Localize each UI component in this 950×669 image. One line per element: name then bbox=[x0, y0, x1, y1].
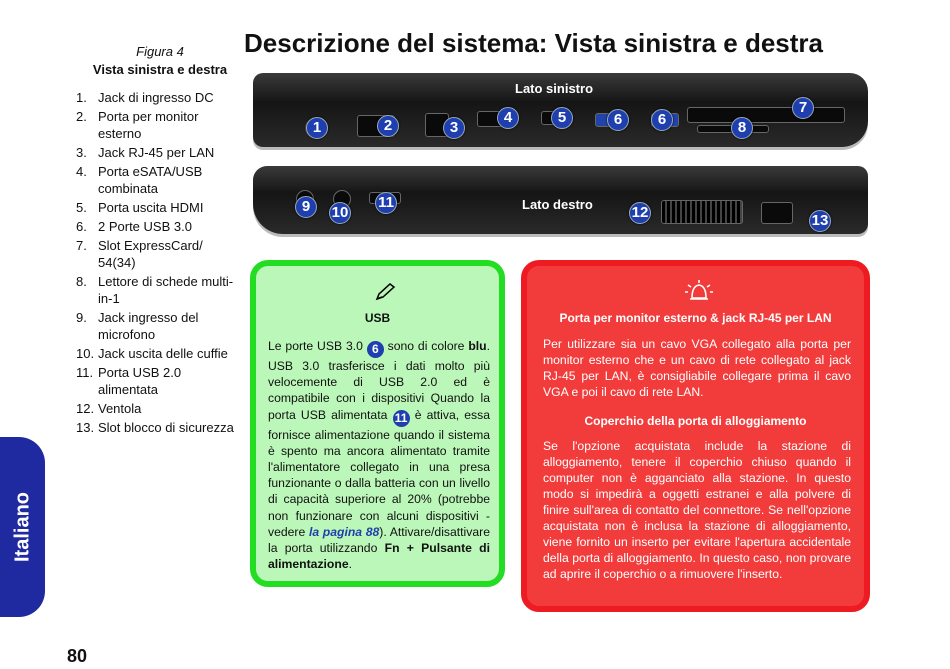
legend-number: 13. bbox=[76, 420, 95, 435]
legend-text: Porta eSATA/USB combinata bbox=[98, 164, 203, 196]
page-number: 80 bbox=[67, 646, 88, 666]
legend-text: Slot blocco di sicurezza bbox=[98, 420, 234, 435]
usb-text-1: Le porte USB 3.0 bbox=[268, 339, 363, 353]
callout-badge: 6 bbox=[367, 341, 384, 358]
callout-3: 3 bbox=[443, 117, 465, 139]
legend-item bbox=[76, 163, 236, 197]
warning-bell-icon bbox=[683, 278, 715, 304]
callout-10: 10 bbox=[329, 202, 351, 224]
usb-text-fn: Fn + Pulsante di alimentazione bbox=[268, 541, 491, 572]
legend-text: Porta uscita HDMI bbox=[98, 200, 204, 215]
usb-note-text bbox=[268, 338, 490, 572]
language-tab-label: Italiano bbox=[11, 491, 33, 563]
pencil-icon bbox=[374, 282, 396, 302]
legend-number: 3. bbox=[76, 145, 87, 160]
legend-text: Lettore di schede multi-in-1 bbox=[98, 274, 234, 306]
page-link[interactable]: la pagina 88 bbox=[308, 524, 380, 539]
legend-number: 9. bbox=[76, 310, 87, 325]
warning-text-1: Per utilizzare sia un cavo VGA collegato alla porta per monitor esterno che e un cavo di rete collegato al jack RJ-45 per LAN, è consigliabile collegare prima il cavo VGA e poi il cavo di rete LAN. bbox=[543, 337, 851, 399]
legend-item bbox=[76, 144, 236, 161]
fan-vent bbox=[661, 200, 743, 224]
callout-13: 13 bbox=[809, 210, 831, 232]
figure-label: Figura 4 bbox=[136, 44, 184, 59]
legend-number: 6. bbox=[76, 219, 87, 234]
usb-note-box bbox=[250, 260, 505, 587]
callout-2: 2 bbox=[377, 115, 399, 137]
legend-item bbox=[76, 364, 236, 398]
legend-item bbox=[76, 218, 236, 235]
left-view-label: Lato sinistro bbox=[515, 81, 594, 96]
legend-item bbox=[76, 199, 236, 216]
callout-badge: 11 bbox=[393, 410, 410, 427]
legend-number: 12. bbox=[76, 401, 95, 416]
legend-text: Ventola bbox=[98, 401, 142, 416]
figure-caption bbox=[70, 44, 250, 77]
legend-item bbox=[76, 400, 236, 417]
usb-text-blu: blu bbox=[468, 339, 487, 353]
legend-number: 8. bbox=[76, 274, 87, 289]
usb-text-2: sono di colore bbox=[387, 339, 465, 353]
laptop-right-view bbox=[253, 166, 868, 234]
legend-text: Slot ExpressCard/ 54(34) bbox=[98, 238, 203, 270]
security-lock-slot bbox=[761, 202, 793, 224]
callout-6: 6 bbox=[651, 109, 673, 131]
legend-number: 1. bbox=[76, 90, 87, 105]
legend-text: Jack di ingresso DC bbox=[98, 90, 214, 105]
callout-7: 7 bbox=[792, 97, 814, 119]
legend-text: Jack RJ-45 per LAN bbox=[98, 145, 215, 160]
legend-number: 5. bbox=[76, 200, 87, 215]
right-view-label: Lato destro bbox=[522, 197, 593, 212]
legend-list bbox=[76, 89, 236, 438]
callout-11: 11 bbox=[375, 192, 397, 214]
page-title: Descrizione del sistema: Vista sinistra e destra bbox=[244, 28, 824, 58]
callout-5: 5 bbox=[551, 107, 573, 129]
callout-12: 12 bbox=[629, 202, 651, 224]
legend-item bbox=[76, 419, 236, 436]
warning-title-2: Coperchio della porta di alloggiamento bbox=[584, 414, 807, 428]
legend-item bbox=[76, 345, 236, 362]
callout-8: 8 bbox=[731, 117, 753, 139]
legend-number: 7. bbox=[76, 238, 87, 253]
legend-text: 2 Porte USB 3.0 bbox=[98, 219, 192, 234]
legend-text: Jack uscita delle cuffie bbox=[98, 346, 228, 361]
legend-number: 4. bbox=[76, 164, 87, 179]
callout-6: 6 bbox=[607, 109, 629, 131]
usb-note-title: USB bbox=[364, 311, 391, 325]
warning-title-1: Porta per monitor esterno & jack RJ-45 per LAN bbox=[559, 311, 832, 325]
callout-9: 9 bbox=[295, 196, 317, 218]
usb-text-3: . USB 3.0 trasferisce i dati molto più velocemente di USB 2.0 ed è compatibile con i dispositivi Quando la porta USB alimentata bbox=[268, 339, 490, 422]
legend-text: Porta USB 2.0 alimentata bbox=[98, 365, 182, 397]
legend-item bbox=[76, 273, 236, 307]
laptop-left-view bbox=[253, 73, 868, 147]
figure-title: Vista sinistra e destra bbox=[92, 62, 228, 77]
usb-text-4: è attiva, essa fornisce alimentazione quando il sistema è spento ma ancora alimentato tramite l'alimentatore collegato in una presa funzionante o dalla batteria con un livello di capacità superiore al 20% (potrebbe non funzionare con alcuni dispositivi - vedere bbox=[268, 407, 491, 539]
legend-number: 10. bbox=[76, 346, 95, 361]
warning-text-2: Se l'opzione acquistata include la stazione di alloggiamento, tenere il coperchio chiuso quando il computer non è agganciato alla stazione. In questo modo si impedirà a oggetti estranei e alla polvere di finire sull'area di contatto del connettore. Se nell'opzione acquistata non è inclusa la stazione di alloggiamento, viene fornito un inserto per evitare l'apertura accidentale della porta di alloggiamento. In questo caso, non provare ad aprire il coperchio o a rimuovere l'inserto. bbox=[543, 439, 851, 581]
language-tab bbox=[0, 437, 45, 617]
legend-text: Jack ingresso del microfono bbox=[98, 310, 199, 342]
legend-number: 11. bbox=[76, 365, 94, 380]
legend-item bbox=[76, 108, 236, 142]
legend-text: Porta per monitor esterno bbox=[98, 109, 199, 141]
expresscard-slot bbox=[687, 107, 845, 123]
callout-1: 1 bbox=[306, 117, 328, 139]
usb-text-period: . bbox=[348, 557, 352, 572]
warning-box bbox=[521, 260, 870, 612]
callout-4: 4 bbox=[497, 107, 519, 129]
legend-item bbox=[76, 237, 236, 271]
legend-item bbox=[76, 309, 236, 343]
usb-text-5: ). Attivare/disattivare la porta utilizzando bbox=[268, 524, 490, 556]
legend-number: 2. bbox=[76, 109, 87, 124]
legend-item bbox=[76, 89, 236, 106]
